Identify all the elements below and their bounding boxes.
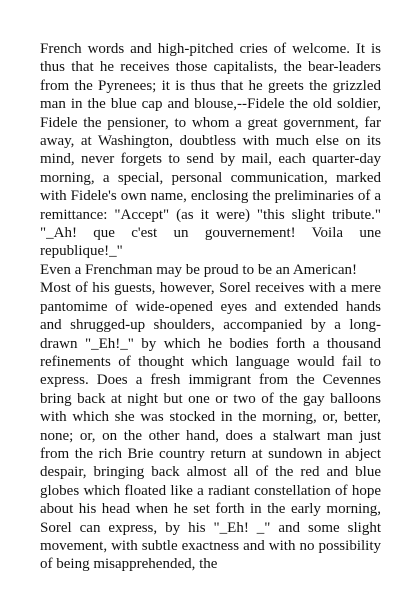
paragraph-1: French words and high-pitched cries of welcome. It is thus that he receives those capitalists, the bear-leaders from the Pyrenees; it is thus that he greets the grizzled man in the blue cap and blouse,--Fidele the old soldier, Fidele the pensioner, to whom a great government, far away, at Washington, doubtless with much else on its mind, never forgets to send by mail, each quarter-day morning, a special, personal communication, marked with Fidele's own name, enclosing the preliminaries of a remittance: "Accept" (as it were) "this slight tribute." "_Ah! que c'est un gouvernement! Voila une republique!_" xyxy=(40,41,381,260)
document-page xyxy=(40,40,381,574)
paragraph-3: Most of his guests, however, Sorel receives with a mere pantomime of wide-opened eyes and extended hands and shrugged-up shoulders, accompanied by a long-drawn "_Eh!_" by which he bodies forth a thousand refinements of thought which language would fail to express. Does a fresh immigrant from the Cevennes bring back at night but one or two of the gay balloons with which she was stocked in the morning, or, better, none; or, on the other hand, does a stalwart man just from the rich Brie country return at sundown in abject despair, bringing back almost all of the red and blue globes which floated like a radiant constellation of hope about his head when he set forth in the early morning, Sorel can express, by his "_Eh! _" and some slight movement, with subtle exactness and with no possibility of being misapprehended, the xyxy=(40,280,381,573)
paragraph-2: Even a Frenchman may be proud to be an American! xyxy=(40,261,357,278)
